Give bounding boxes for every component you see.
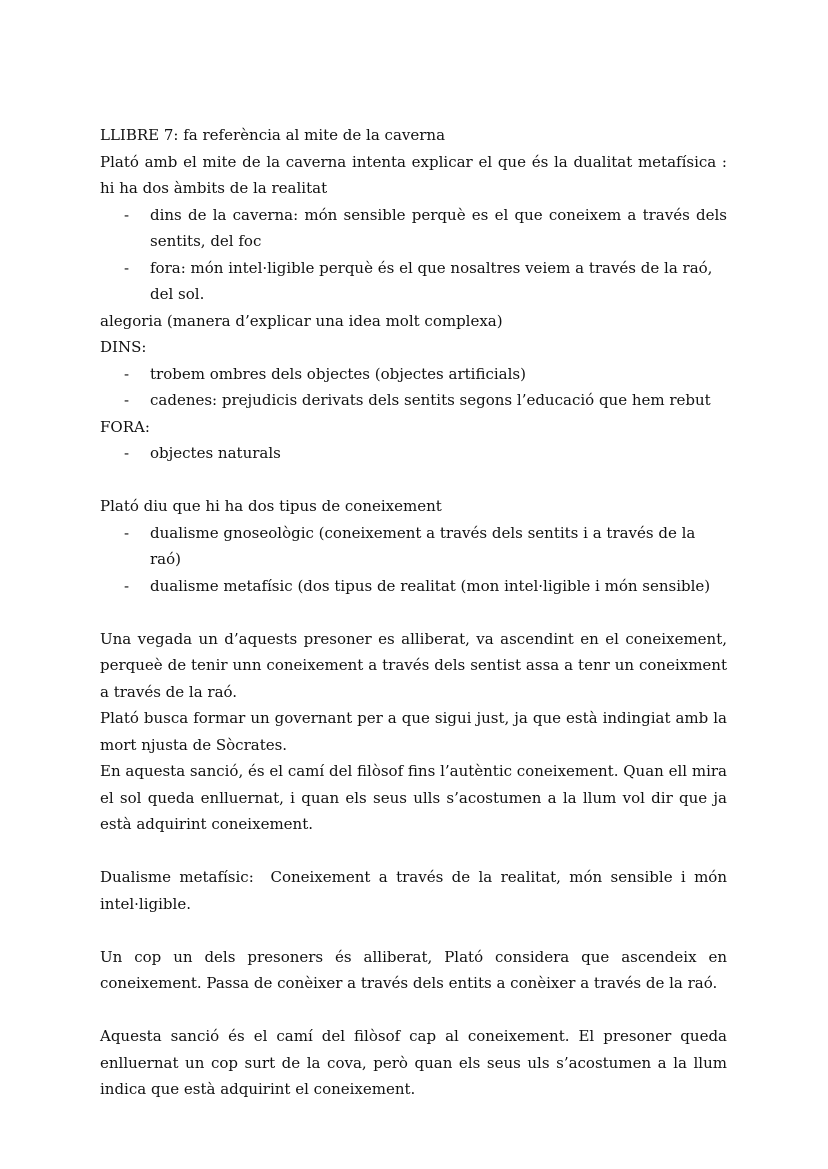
- coneixement-intro: Plató diu que hi ha dos tipus de coneixement: [100, 497, 442, 515]
- fora-label: FORA:: [100, 417, 150, 436]
- blank-line: [100, 838, 727, 865]
- list-item: - dualisme gnoseològic (coneixement a través dels sentits i a través de la raó): [100, 520, 727, 573]
- paragraph-alliberat: Una vegada un d’aquests presoner es alliberat, va ascendint en el coneixement, perqueè de tenir unn coneixement a través dels sentist assa a tenr un coneixment a través de la raó.: [100, 629, 727, 701]
- list-item: - dualisme metafísic (dos tipus de realitat (mon intel·ligible i món sensible): [100, 573, 727, 600]
- fora-list: [100, 440, 727, 467]
- ambits-list: [100, 202, 727, 308]
- list-item: - dins de la caverna: món sensible perquè es el que coneixem a través dels sentits, del foc: [100, 202, 727, 255]
- blank-line: [100, 599, 727, 626]
- paragraph-cop: Un cop un dels presoners és alliberat, Plató considera que ascendeix en coneixement. Passa de conèixer a través dels entits a conèixer a través de la raó.: [100, 947, 727, 992]
- list-item: - objectes naturals: [100, 440, 727, 467]
- coneixement-list: [100, 520, 727, 600]
- list-item: - trobem ombres dels objectes (objectes artificials): [100, 361, 727, 388]
- blank-line: [100, 467, 727, 494]
- list-item: - cadenes: prejudicis derivats dels sentits segons l’educació que hem rebut: [100, 387, 727, 414]
- blank-line: [100, 997, 727, 1024]
- paragraph-sancio: En aquesta sanció, és el camí del filòsof fins l’autèntic coneixement. Quan ell mira el sol queda enlluernat, i quan els seus ulls s’acostumen a la llum vol dir que ja està adquirint coneixement.: [100, 762, 727, 833]
- list-item: - fora: món intel·ligible perquè és el que nosaltres veiem a través de la raó, del sol.: [100, 255, 727, 308]
- paragraph-dualisme: Dualisme metafísic: Coneixement a través de la realitat, món sensible i món intel·ligible.: [100, 868, 732, 913]
- paragraph-governant: Plató busca formar un governant per a que sigui just, ja que està indingiat amb la mort njusta de Sòcrates.: [100, 709, 727, 754]
- document-page: [100, 122, 732, 1103]
- dins-list: [100, 361, 727, 414]
- dins-label: DINS:: [100, 338, 147, 356]
- alegoria-line: alegoria (manera d’explicar una idea molt complexa): [100, 311, 503, 330]
- blank-line: [100, 917, 727, 944]
- document-heading: LLIBRE 7: fa referència al mite de la caverna: [100, 126, 446, 144]
- paragraph-aquesta: Aquesta sanció és el camí del filòsof cap al coneixement. El presoner queda enlluernat un cop surt de la cova, però quan els seus uls s’acostumen a la llum indica que està adquirint el coneixement.: [100, 1027, 727, 1098]
- intro-paragraph: Plató amb el mite de la caverna intenta explicar el que és la dualitat metafísica : hi ha dos àmbits de la realitat: [100, 152, 727, 197]
